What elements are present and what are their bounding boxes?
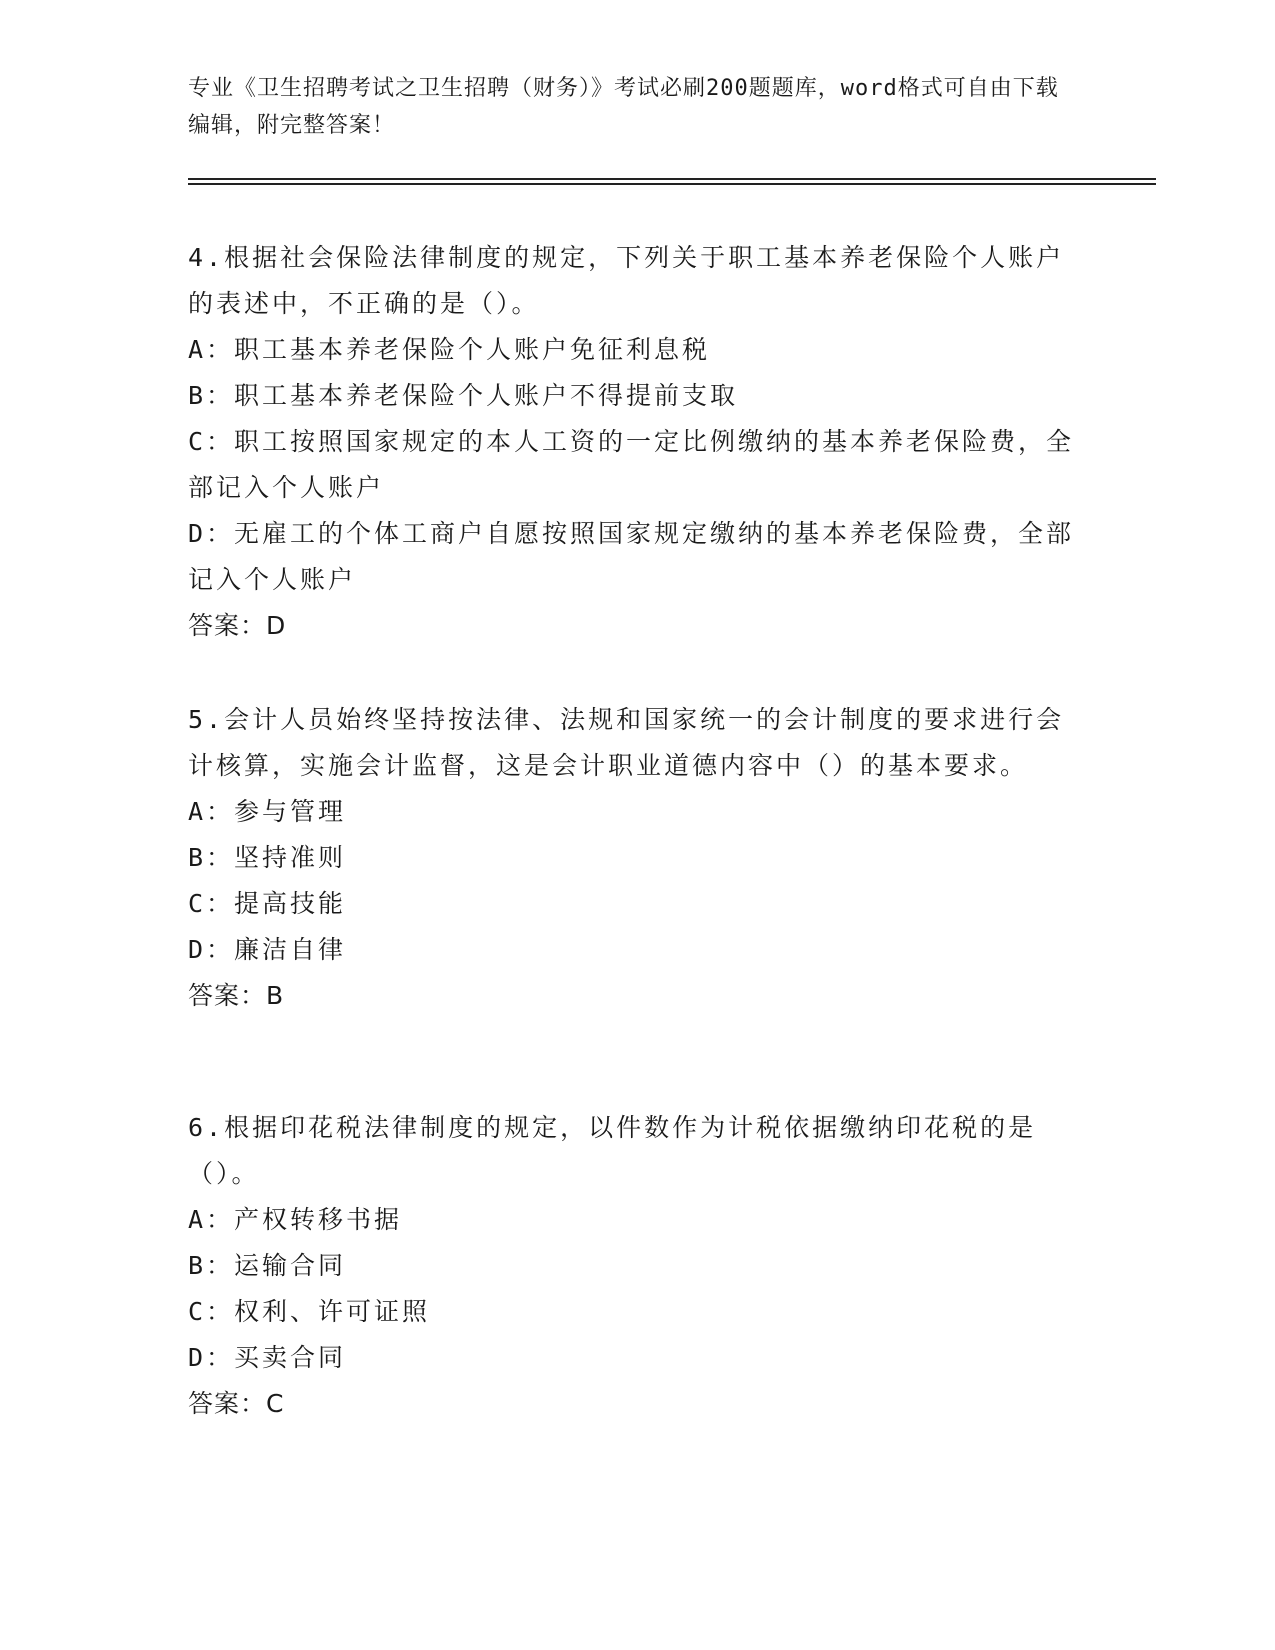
header-divider-bottom — [188, 183, 1156, 185]
option-a: A：产权转移书据 — [188, 1205, 403, 1234]
option-d: D：无雇工的个体工商户自愿按照国家规定缴纳的基本养老保险费，全部记入个人账户 — [188, 519, 1075, 594]
answer-label: 答案：B — [188, 981, 285, 1010]
question-6 — [188, 1105, 1078, 1427]
document-header: 专业《卫生招聘考试之卫生招聘（财务）》考试必刷200题题库，word格式可自由下载编辑，附完整答案！ — [188, 76, 1059, 138]
option-b: B：坚持准则 — [188, 843, 347, 872]
option-a: A：参与管理 — [188, 797, 347, 826]
answer-label: 答案：C — [188, 1389, 285, 1418]
option-d: D：廉洁自律 — [188, 935, 347, 964]
answer-label: 答案：D — [188, 611, 287, 640]
question-4 — [188, 235, 1078, 649]
question-stem: 5.会计人员始终坚持按法律、法规和国家统一的会计制度的要求进行会计核算，实施会计监督，这是会计职业道德内容中（）的基本要求。 — [188, 705, 1065, 780]
question-stem: 4.根据社会保险法律制度的规定，下列关于职工基本养老保险个人账户的表述中，不正确的是（）。 — [188, 243, 1065, 318]
option-b: B：运输合同 — [188, 1251, 347, 1280]
option-c: C：权利、许可证照 — [188, 1297, 431, 1326]
option-b: B：职工基本养老保险个人账户不得提前支取 — [188, 381, 739, 410]
header-divider-top — [188, 178, 1156, 180]
option-d: D：买卖合同 — [188, 1343, 347, 1372]
question-stem: 6.根据印花税法律制度的规定，以件数作为计税依据缴纳印花税的是（）。 — [188, 1113, 1037, 1188]
option-c: C：提高技能 — [188, 889, 347, 918]
option-a: A：职工基本养老保险个人账户免征利息税 — [188, 335, 711, 364]
question-5 — [188, 697, 1078, 1019]
option-c: C：职工按照国家规定的本人工资的一定比例缴纳的基本养老保险费，全部记入个人账户 — [188, 427, 1075, 502]
